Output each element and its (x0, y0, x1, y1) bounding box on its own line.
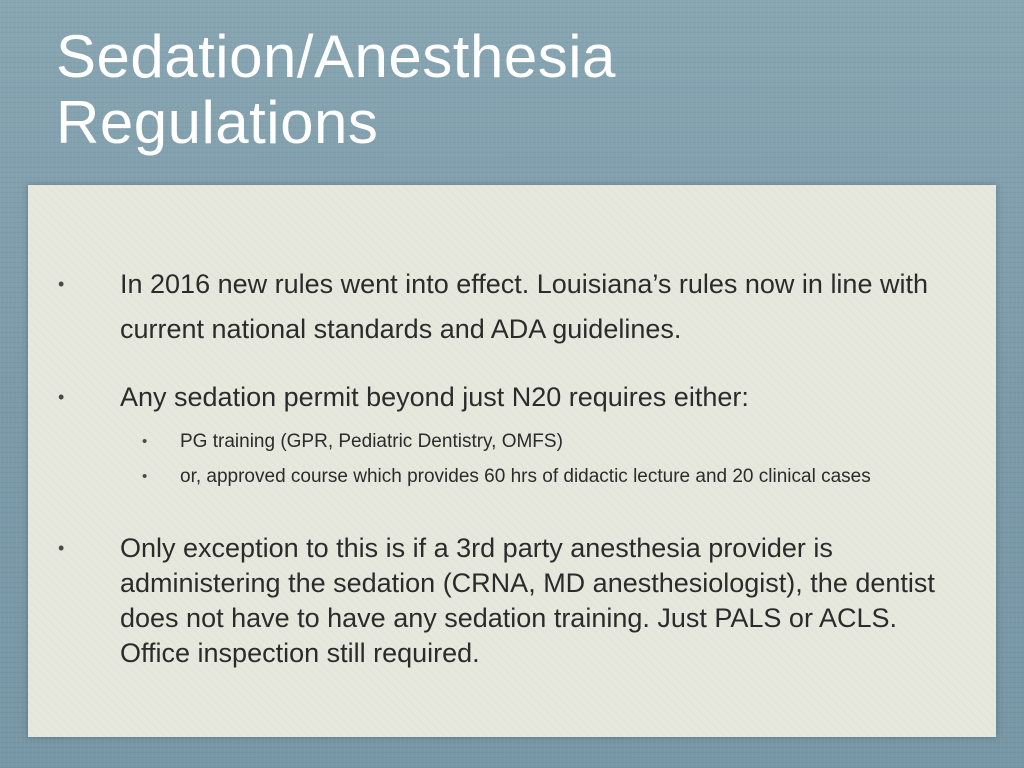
bullet-text: In 2016 new rules went into effect. Louisiana’s rules now in line with current national standards and ADA guidelines. (120, 269, 928, 344)
sub-bullet-text: or, approved course which provides 60 hrs of didactic lecture and 20 clinical cases (180, 466, 871, 487)
bullet-item-sedation-permit (58, 379, 948, 415)
bullet-text: Any sedation permit beyond just N20 requires either: (120, 382, 749, 412)
content-panel (28, 185, 996, 737)
bullet-dot-icon: • (142, 468, 148, 485)
sub-bullet-approved-course (142, 466, 962, 487)
bullet-dot-icon: • (142, 433, 148, 450)
bullet-dot-icon: • (58, 387, 65, 407)
bullet-item-exception (58, 531, 958, 671)
slide-title-line-2: Regulations (56, 89, 379, 156)
bullet-item-2016-rules (58, 262, 948, 352)
sub-bullet-pg-training (142, 431, 962, 453)
bullet-dot-icon: • (58, 538, 65, 558)
sub-bullet-text: PG training (GPR, Pediatric Dentistry, OMFS) (180, 431, 563, 452)
bullet-text: Only exception to this is if a 3rd party anesthesia provider is administering the sedation (CRNA, MD anesthesiologist), the dentist does not have to have any sedation training. Just PALS or ACLS. Office inspection still required. (120, 533, 935, 668)
bullet-dot-icon: • (58, 274, 65, 294)
slide-title (56, 24, 956, 156)
slide-title-line-1: Sedation/Anesthesia (56, 23, 616, 90)
